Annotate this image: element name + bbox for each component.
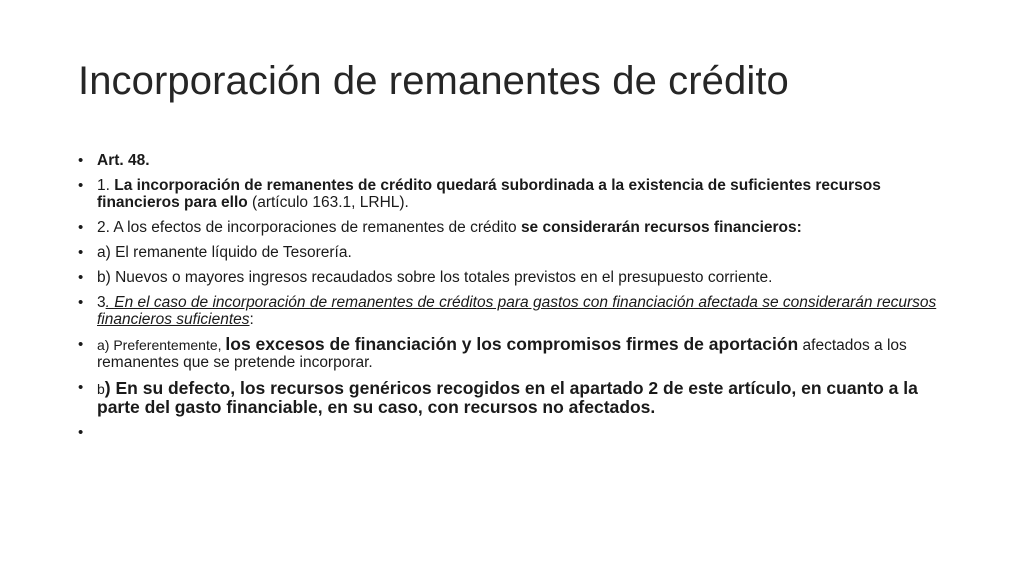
item-text: 2. A los efectos de incorporaciones de remanentes de crédito <box>97 219 521 236</box>
bullet-icon: • <box>78 244 84 261</box>
bullet-icon: • <box>78 177 84 194</box>
list-item-3a <box>78 336 958 371</box>
item-number: 1. <box>97 177 115 194</box>
list-item-2a <box>78 244 958 261</box>
item-bold-text: La incorporación de remanentes de crédito quedará subordinada a la existencia de suficientes recursos financieros para ello <box>97 177 881 211</box>
item-text: a) Preferentemente, <box>97 337 226 353</box>
item-number: 3 <box>97 294 106 311</box>
list-item-3 <box>78 294 958 328</box>
item-bold-text: se considerarán recursos financieros: <box>520 219 802 236</box>
item-text: : <box>249 311 254 328</box>
list-item-2b <box>78 269 958 286</box>
item-text-continued: afectados a los remanentes que se pretende incorporar. <box>97 337 907 371</box>
bullet-icon: • <box>78 379 84 396</box>
article-number: Art. 48. <box>97 152 150 169</box>
bullet-icon: • <box>78 269 84 286</box>
bullet-icon: • <box>78 424 84 441</box>
bullet-icon: • <box>78 152 84 169</box>
bullet-icon: • <box>78 294 84 311</box>
item-text: b) Nuevos o mayores ingresos recaudados sobre los totales previstos en el presupuesto corriente. <box>97 269 773 286</box>
item-bold-text: los excesos de financiación y los compromisos firmes de aportación <box>225 334 799 354</box>
list-item-2 <box>78 219 958 236</box>
item-italic-underlined-text: . En el caso de incorporación de remanentes de créditos para gastos con financiación afectada se considerarán recursos financieros suficientes <box>97 294 937 328</box>
item-text: (artículo 163.1, LRHL). <box>247 194 409 211</box>
item-text: a) El remanente líquido de Tesorería. <box>97 244 352 261</box>
bullet-icon: • <box>78 219 84 236</box>
slide-title: Incorporación de remanentes de crédito <box>78 59 789 103</box>
list-item-3b <box>78 379 958 416</box>
bullet-icon: • <box>78 336 84 353</box>
list-item-1 <box>78 177 958 211</box>
item-number: b <box>97 381 105 397</box>
bullet-list <box>78 152 958 441</box>
list-item-article <box>78 152 958 169</box>
item-bold-text: ) En su defecto, los recursos genéricos recogidos en el apartado 2 de este artículo, en cuanto a la parte del gasto financiable, en su caso, con recursos no afectados. <box>97 378 918 417</box>
